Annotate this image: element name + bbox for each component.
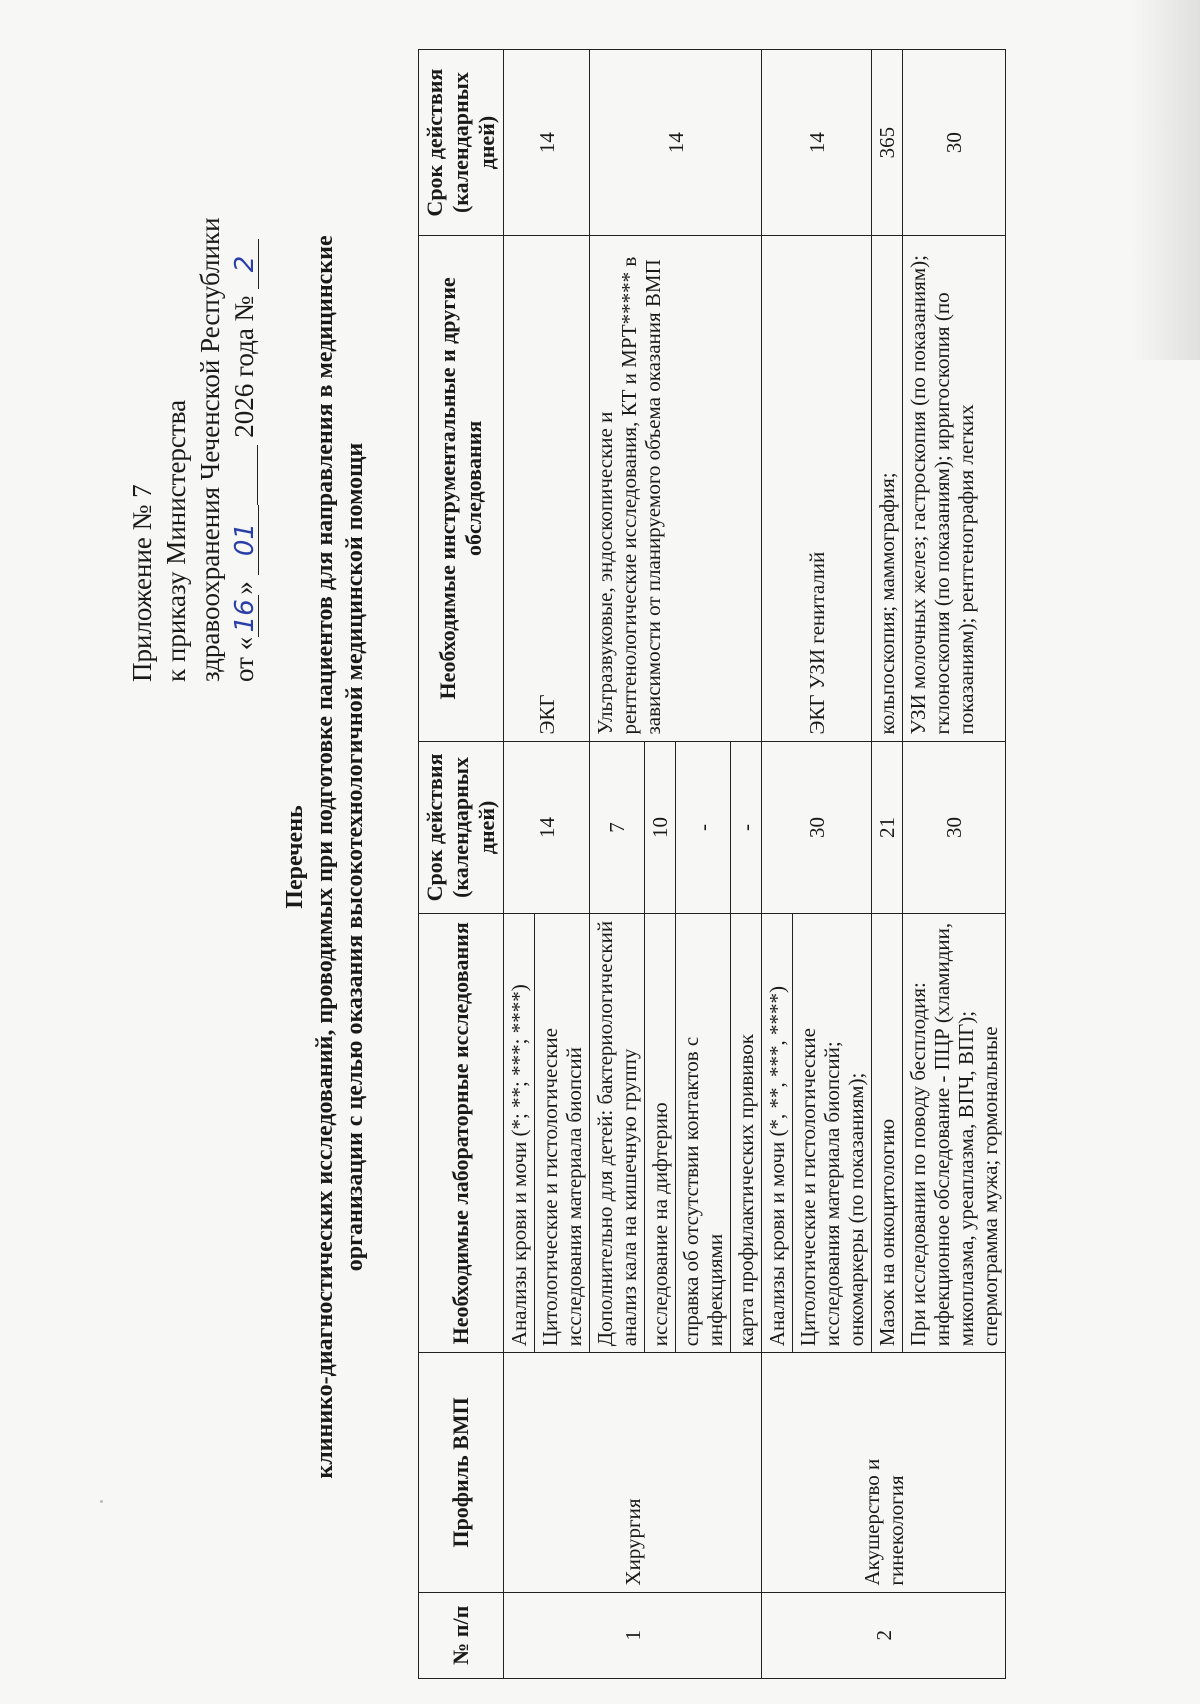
row-num: 1	[504, 1592, 762, 1678]
approval-line: Приложение № 7	[127, 484, 157, 682]
header-profile: Профиль ВМП	[419, 1353, 504, 1592]
instr-cell: ЭКГ	[504, 236, 590, 741]
lab-term-cell: 30	[903, 741, 1006, 914]
lab-cell: исследование на дифтерию	[645, 914, 676, 1353]
header-lab: Необходимые лабораторные исследования	[419, 914, 504, 1353]
rotated-document	[20, 42, 1180, 1682]
lab-cell: карта профилактических прививок	[731, 914, 762, 1353]
title-line: организации с целью оказания высокотехнологичной медицинской помощи	[342, 442, 368, 1272]
lab-cell: Цитологические и гистологические исследования материала биопсий; онкомаркеры (по показаниям);	[793, 914, 872, 1353]
handwritten-month: 01	[232, 505, 259, 575]
row-profile: Хирургия	[504, 1353, 762, 1592]
instr-term-cell: 14	[590, 50, 762, 236]
row-num: 2	[762, 1592, 1006, 1678]
lab-cell: При исследовании по поводу бесплодия: инфекционное обследование - ПЦР (хламидии, микоплазма, уреаплазма, ВПЧ, ВПГ); спермограмма мужа; гормональные	[903, 914, 1006, 1353]
lab-cell: справка об отсутствии контактов с инфекциями	[676, 914, 731, 1353]
lab-cell: Анализы крови и мочи (*; **; ***; ****)	[504, 914, 535, 1353]
document-title	[280, 122, 370, 1592]
year-text: 2026 года №	[229, 295, 259, 438]
instr-term-cell: 14	[504, 50, 590, 236]
approval-line: здравоохранения Чеченской Республики	[195, 217, 225, 682]
title-line: клинико-диагностических исследований, проводимых при подготовке пациентов для направления в медицинские	[312, 235, 338, 1479]
header-num: № п/п	[419, 1592, 504, 1678]
lab-term-cell: -	[731, 741, 762, 914]
lab-term-cell: -	[676, 741, 731, 914]
approval-line: к приказу Министерства	[161, 399, 191, 682]
lab-term-cell: 14	[504, 741, 590, 914]
lab-term-cell: 7	[590, 741, 645, 914]
lab-cell: Анализы крови и мочи (*, **, ***, ****)	[762, 914, 793, 1353]
lab-term-cell: 21	[872, 741, 903, 914]
table-row	[762, 50, 793, 1679]
blank-line	[231, 445, 258, 505]
instr-term-cell: 365	[872, 50, 903, 236]
header-instr: Необходимые инструментальные и другие обследования	[419, 236, 504, 741]
instr-cell: Ультразвуковые, эндоскопические и рентгенологические исследования, КТ и МРТ***** в зависимости от планируемого объема оказания ВМП	[590, 236, 762, 741]
title-heading: Перечень	[282, 805, 308, 909]
lab-term-cell: 30	[762, 741, 872, 914]
handwritten-number: 2	[232, 239, 259, 289]
approval-block	[125, 42, 261, 682]
examinations-table	[418, 49, 1006, 1679]
date-mid: »	[229, 581, 259, 595]
lab-cell: Цитологические и гистологические исследования материала биопсий	[535, 914, 590, 1353]
table-header-row	[419, 50, 504, 1679]
instr-cell: кольпоскопия; маммография;	[872, 236, 903, 741]
header-instr-term: Срок действия (календарных дней)	[419, 50, 504, 236]
table-row	[504, 50, 535, 1679]
date-prefix: от «	[229, 636, 259, 682]
header-lab-term: Срок действия (календарных дней)	[419, 741, 504, 914]
instr-term-cell: 30	[903, 50, 1006, 236]
approval-date-line	[227, 42, 261, 682]
lab-cell: Мазок на онкоцитологию	[872, 914, 903, 1353]
instr-cell: УЗИ молочных желез; гастроскопия (по показаниям); гклоноскопия (по показаниям); ирригоскопия (по показаниям); рентгенография легких	[903, 236, 1006, 741]
lab-cell: Дополнительно для детей: бактериологический анализ кала на кишечную группу	[590, 914, 645, 1353]
lab-term-cell: 10	[645, 741, 676, 914]
handwritten-day: 16	[232, 595, 259, 637]
instr-cell: ЭКГ УЗИ гениталий	[762, 236, 872, 741]
row-profile: Акушерство и гинекология	[762, 1353, 1006, 1592]
instr-term-cell: 14	[762, 50, 872, 236]
